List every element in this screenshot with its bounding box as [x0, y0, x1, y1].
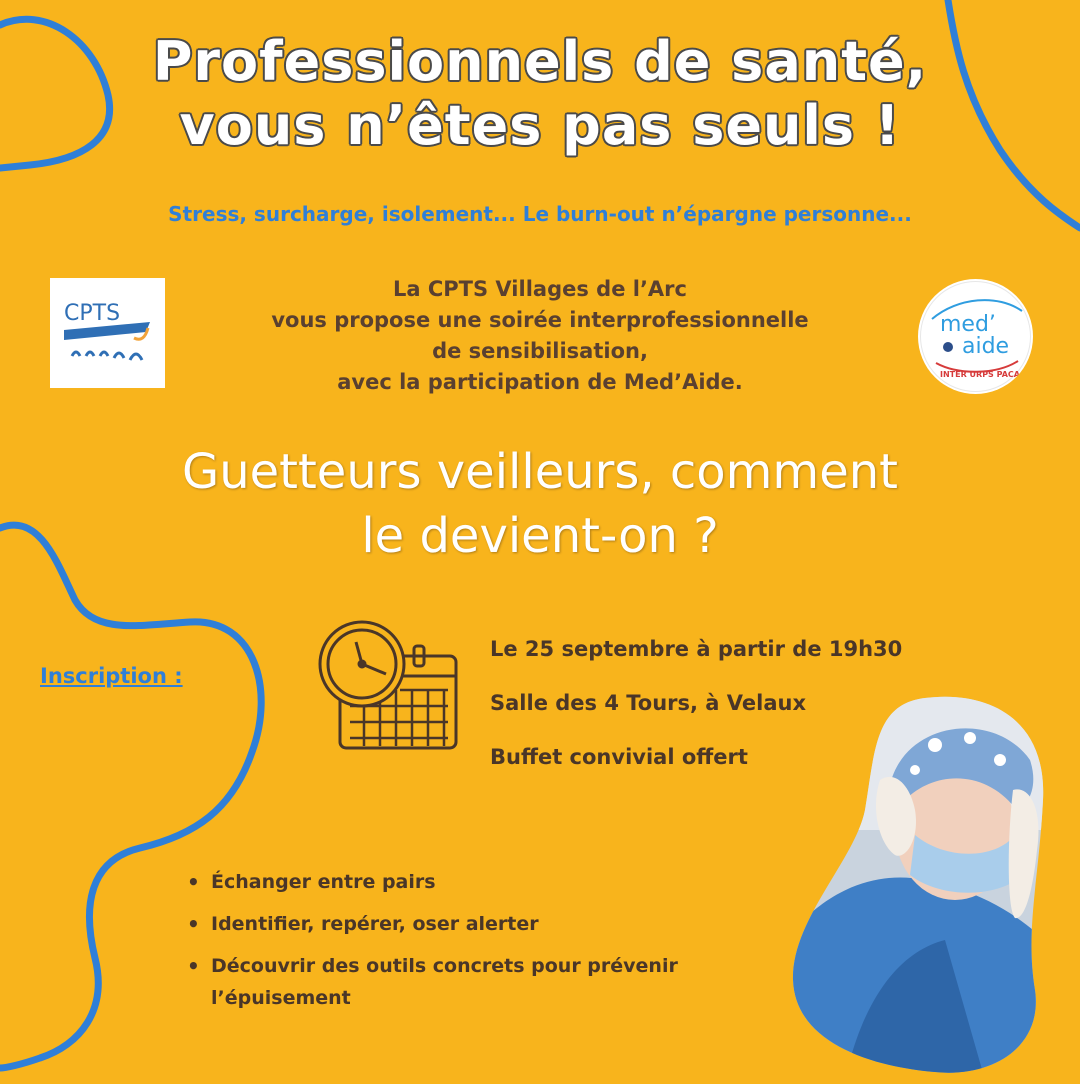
headline: [30, 440, 1050, 568]
subtitle: Stress, surcharge, isolement... Le burn-out n’épargne personne...: [168, 202, 912, 226]
headline-line2: le devient-on ?: [361, 508, 719, 564]
list-item: • Découvrir des outils concrets pour prévenir l’épuisement: [185, 950, 705, 1014]
inscription-link[interactable]: Inscription :: [40, 664, 183, 688]
medaide-ring-text: INTER URPS PACA: [940, 370, 1020, 379]
medaide-text-1: med’: [940, 312, 996, 337]
benefits-list: [185, 866, 705, 1024]
medaide-text-2: aide: [962, 334, 1010, 359]
cpts-logo: [50, 278, 165, 388]
intro-text: [190, 274, 890, 398]
event-place: Salle des 4 Tours, à Velaux: [490, 691, 807, 715]
medaide-logo: [918, 279, 1033, 394]
event-buffet: Buffet convivial offert: [490, 745, 748, 769]
clock-calendar-icon: [318, 620, 460, 752]
main-title-line2: vous n’êtes pas seuls !: [179, 94, 901, 157]
list-item: • Identifier, repérer, oser alerter: [185, 908, 705, 940]
stressed-healthcare-worker-photo: [785, 690, 1055, 1080]
intro-line2: vous propose une soirée interprofessionnelle: [271, 308, 809, 332]
intro-line3: de sensibilisation,: [432, 339, 648, 363]
main-title-line1: Professionnels de santé,: [152, 30, 928, 93]
event-date: Le 25 septembre à partir de 19h30: [490, 637, 903, 661]
intro-line4: avec la participation de Med’Aide.: [337, 370, 743, 394]
main-title: [40, 30, 1040, 158]
cpts-logo-text: CPTS: [64, 301, 121, 326]
intro-line1: La CPTS Villages de l’Arc: [393, 277, 687, 301]
headline-line1: Guetteurs veilleurs, comment: [182, 444, 898, 500]
medaide-logo-graphic: [918, 279, 1033, 394]
list-item: • Échanger entre pairs: [185, 866, 705, 898]
cpts-logo-graphic: [50, 278, 165, 388]
